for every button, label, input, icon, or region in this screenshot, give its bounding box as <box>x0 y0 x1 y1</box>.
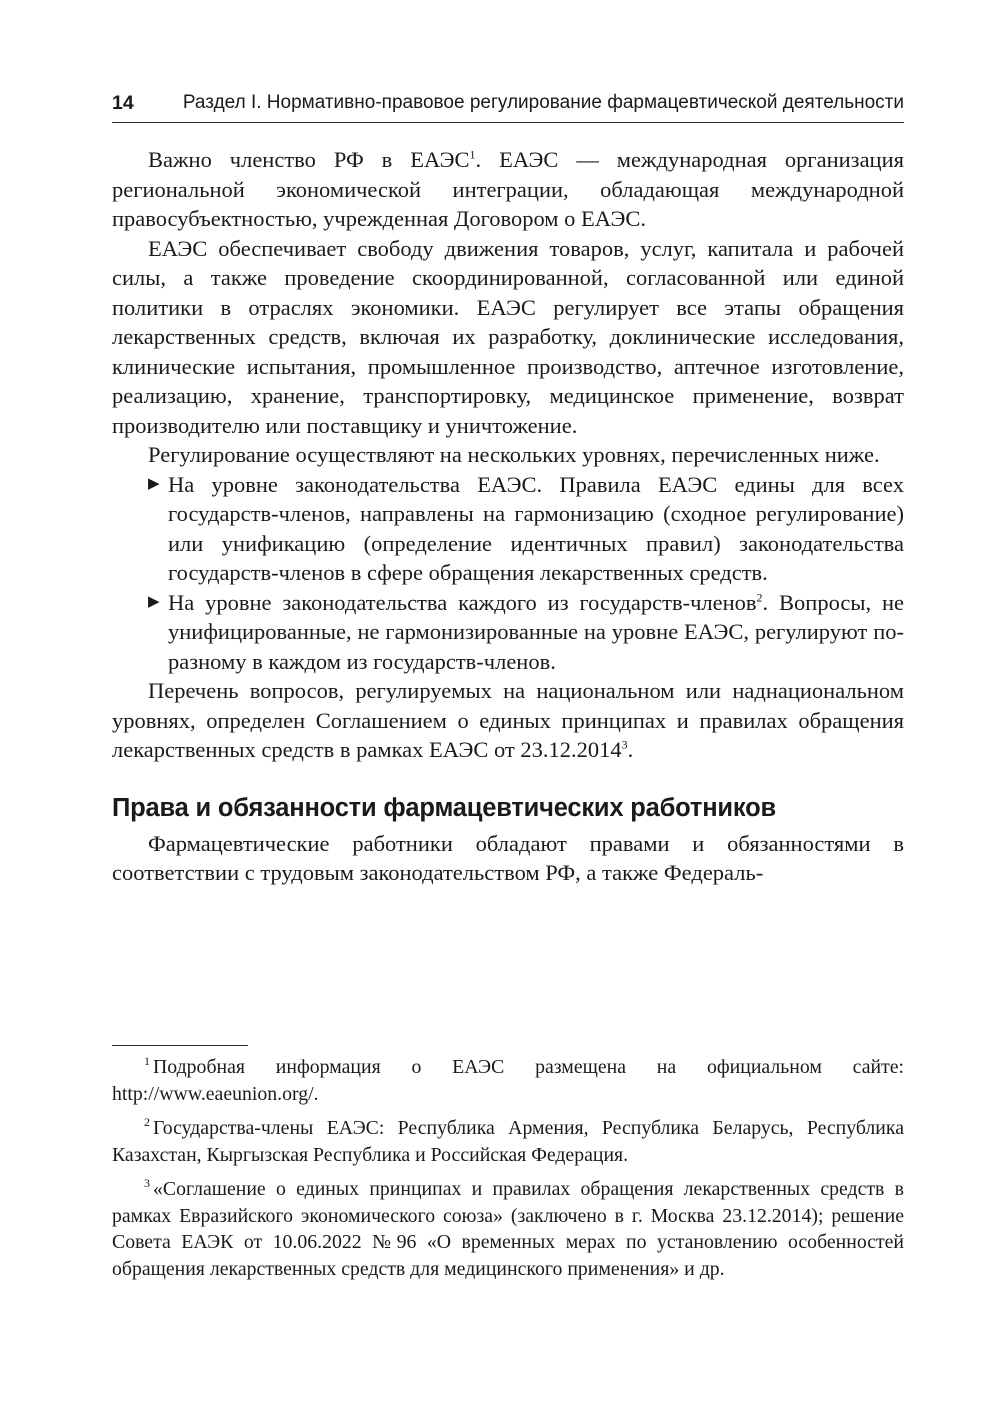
paragraph: Регулирование осуществляют на нескольких уровнях, перечисленных ниже. <box>148 442 880 467</box>
paragraph: Важно членство РФ в ЕАЭС$^1$. ЕАЭС — международная организация региональной экономической интеграции, обладающая международной правосубъектностью, учрежденная Договором о ЕАЭС. <box>112 147 904 231</box>
footnote: $^1$ Подробная информация о ЕАЭС размещена на официальном сайте: http://www.eaeunion.org/. <box>112 1054 904 1105</box>
running-header <box>112 88 904 123</box>
triangle-right-icon: ▶ <box>148 475 160 492</box>
list-item: ▶ На уровне законодательства каждого из государств-членов$^2$. Вопросы, не унифицированные, не гармонизированные на уровне ЕАЭС, регулируют по-разному в каждом из государств-членов. <box>148 589 904 674</box>
page-number: 14 <box>112 92 134 114</box>
triangle-right-icon: ▶ <box>148 593 160 610</box>
footnote-ref: 1 <box>469 147 476 162</box>
footnote: $^2$ Государства-члены ЕАЭС: Республика Армения, Республика Беларусь, Республика Казахстан, Кыргызская Республика и Российская Федерация. <box>112 1115 904 1166</box>
bullet-list <box>112 470 904 677</box>
footnote-ref: 2 <box>756 590 763 604</box>
footnote-divider <box>112 1045 248 1046</box>
list-item: ▶ На уровне законодательства ЕАЭС. Правила ЕАЭС едины для всех государств-членов, направлены на гармонизацию (сходное регулирование) или унификацию (определение идентичных правил) законодательства государств-членов в сфере обращения лекарственных средств. <box>148 471 904 585</box>
paragraph: ЕАЭС обеспечивает свободу движения товаров, услуг, капитала и рабочей силы, а также проведение скоординированной, согласованной или единой политики в отраслях экономики. ЕАЭС регулирует все этапы обращения лекарственных средств, включая их разработку, доклинические исследования, клинические испытания, промышленное производство, аптечное изготовление, реализацию, хранение, транспортировку, медицинское применение, возврат производителю или поставщику и уничтожение. <box>112 235 904 438</box>
paragraph: Перечень вопросов, регулируемых на национальном или наднациональном уровнях, определен Соглашением о единых принципах и правилах обращения лекарственных средств в рамках ЕАЭС от 23.12.2014$^3$. <box>112 678 904 762</box>
main-text <box>112 145 904 888</box>
paragraph: Фармацевтические работники обладают правами и обязанностями в соответствии с трудовым законодательством РФ, а также Федераль- <box>112 830 904 885</box>
section-heading: Права и обязанности фармацевтических работников <box>112 793 776 822</box>
section-title: Раздел I. Нормативно-правовое регулирование фармацевтической деятельности <box>182 92 904 113</box>
footnote: $^3$ «Соглашение о единых принципах и правилах обращения лекарственных средств в рамках Евразийского экономического союза» (заключено в г. Москва 23.12.2014); решение Совета ЕАЭК от 10.06.2022 №96 «О временных мерах по установлению особенностей обращения лекарственных средств для медицинского применения» и др. <box>112 1176 904 1280</box>
footnote-ref: 3 <box>621 737 628 752</box>
footnotes <box>112 1054 904 1290</box>
